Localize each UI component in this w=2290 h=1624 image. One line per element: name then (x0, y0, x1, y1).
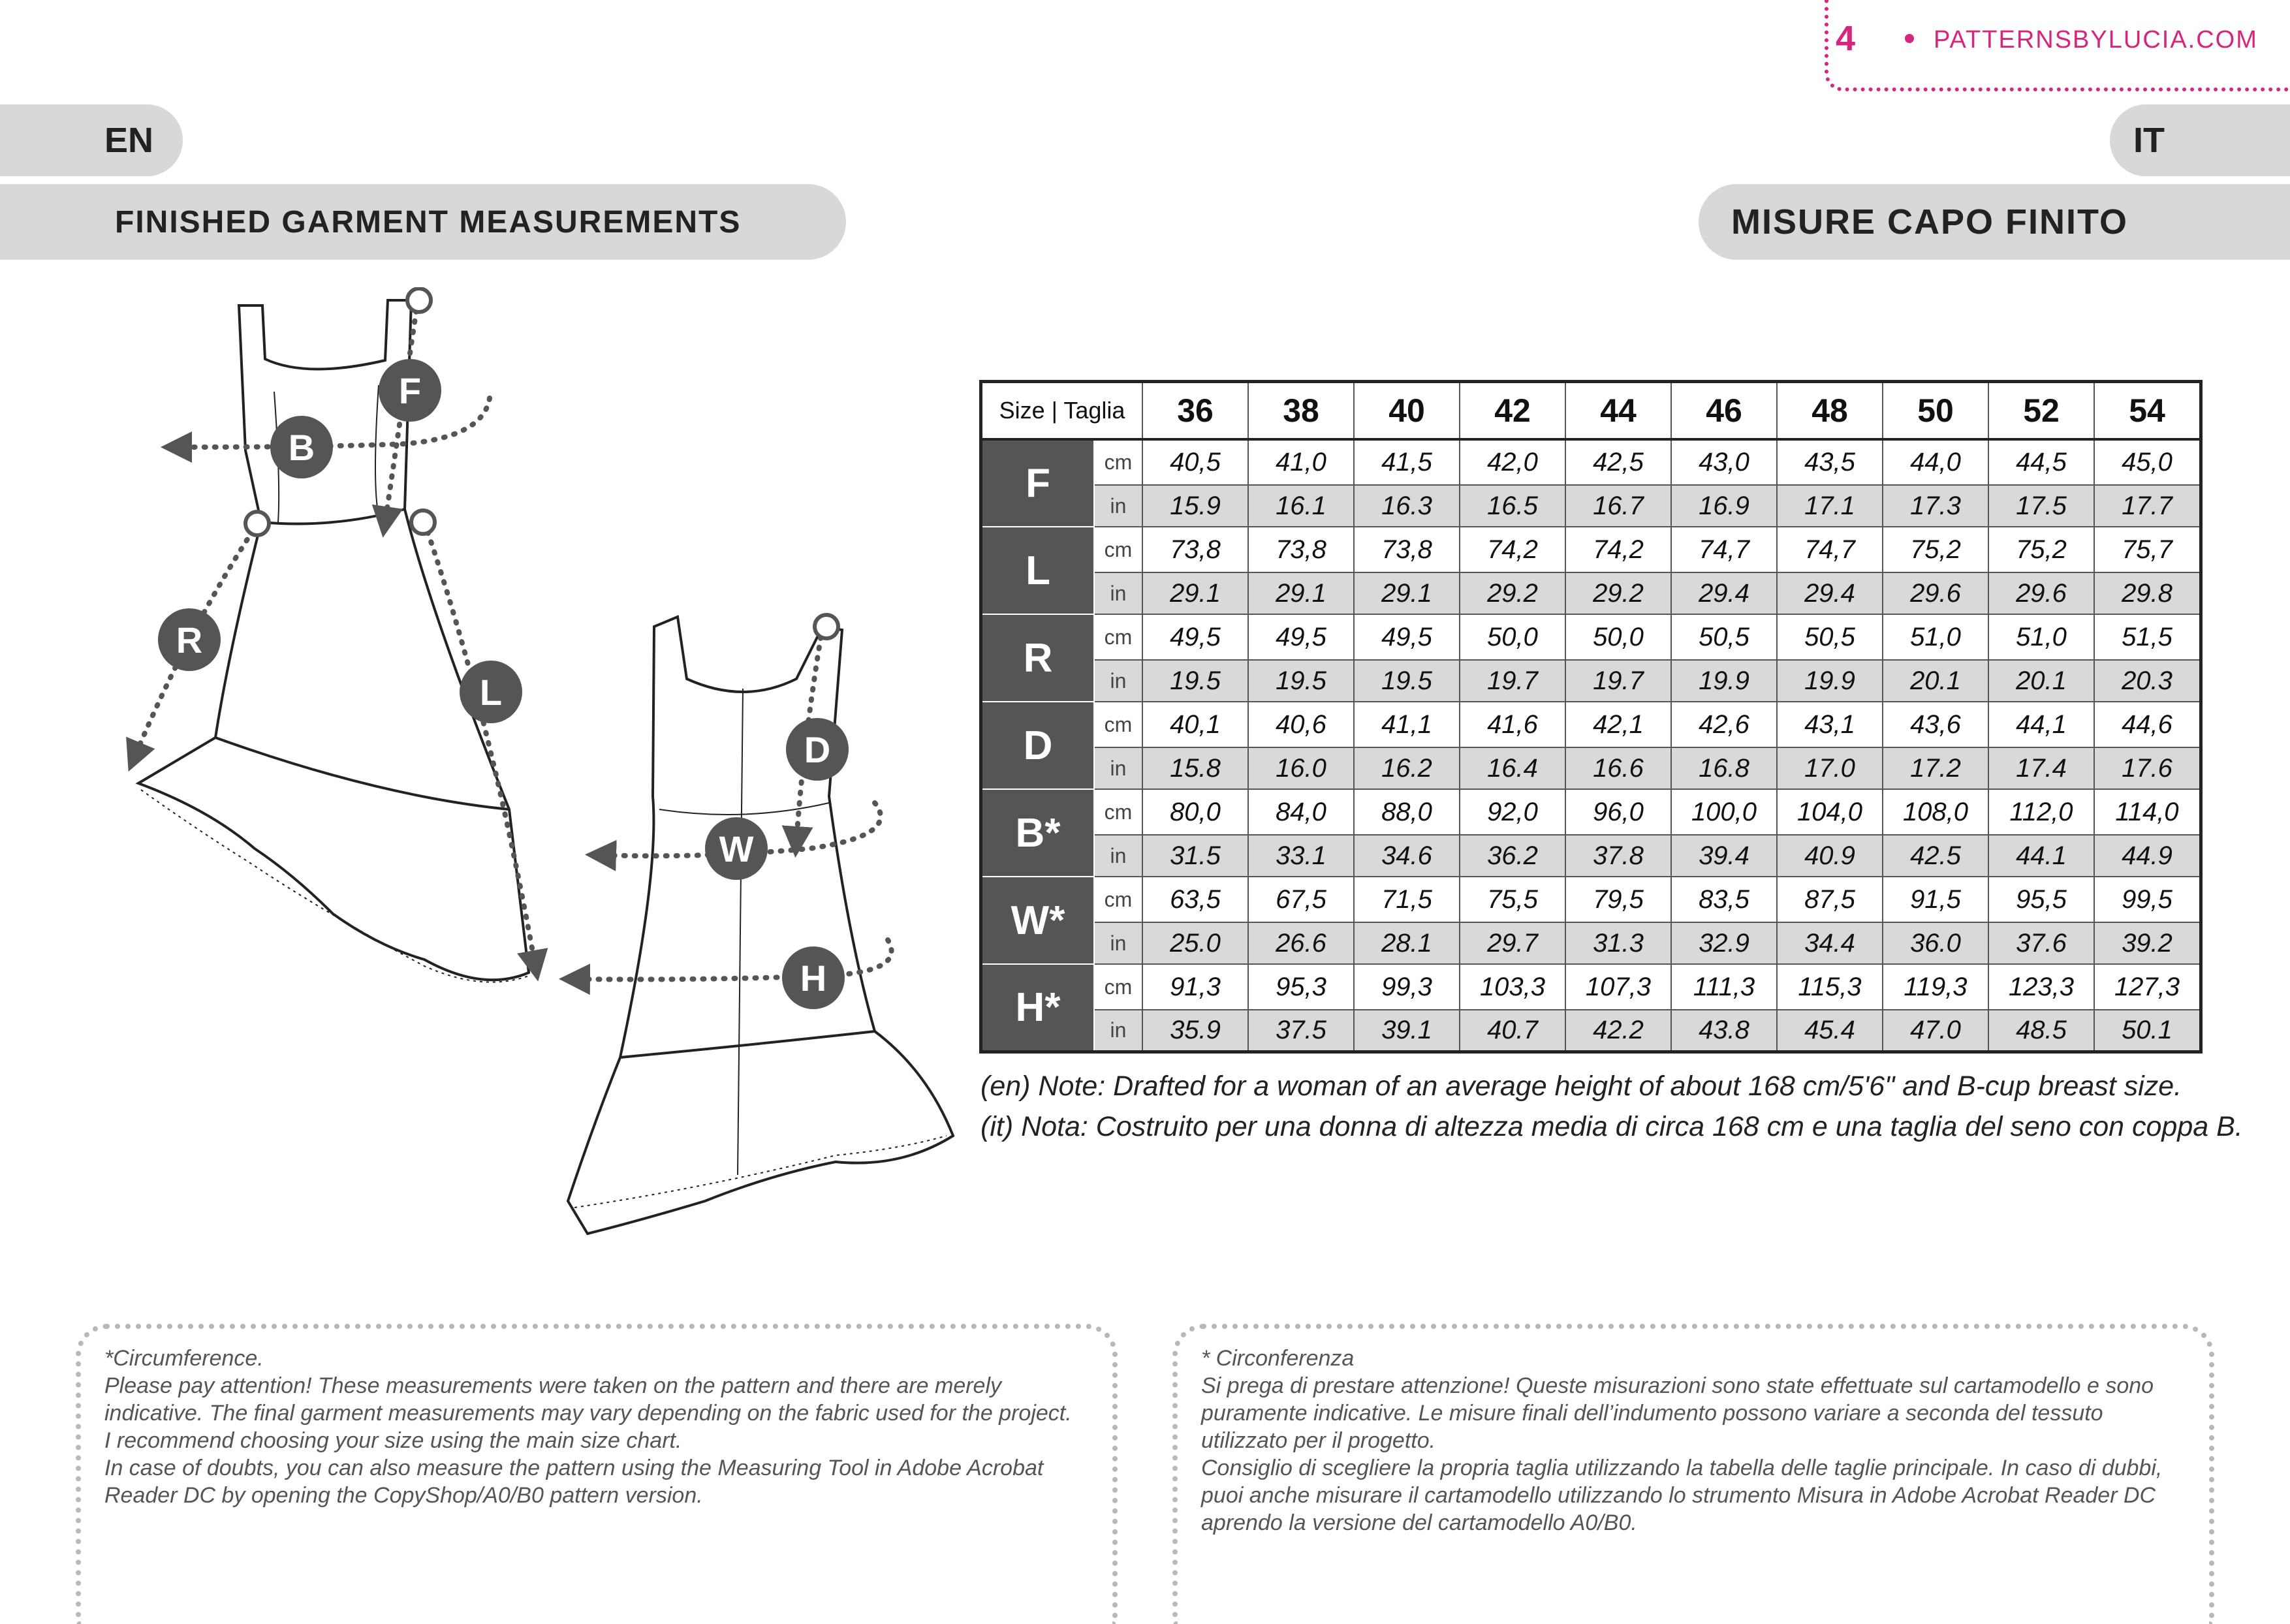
table-row (981, 702, 2201, 747)
table-cell: 48.5 (1988, 1010, 2094, 1052)
table-row (981, 485, 2201, 527)
table-cell: 36.0 (1883, 922, 1988, 964)
table-cell: 17.5 (1988, 485, 2094, 527)
table-cell: 75,2 (1988, 527, 2094, 572)
table-cell: 42,0 (1460, 439, 1565, 485)
table-cell: 84,0 (1248, 789, 1354, 835)
table-cell: 39.2 (2094, 922, 2201, 964)
table-cell: 45.4 (1777, 1010, 1883, 1052)
unit-label: in (1094, 835, 1142, 877)
unit-label: in (1094, 1010, 1142, 1052)
unit-label: cm (1094, 614, 1142, 660)
section-title-en-text: FINISHED GARMENT MEASUREMENTS (115, 204, 742, 240)
footnote-line: * Circonferenza (1201, 1346, 1355, 1371)
unit-label: cm (1094, 964, 1142, 1010)
table-cell: 47.0 (1883, 1010, 1988, 1052)
section-title-en (0, 184, 846, 260)
table-cell: 37.6 (1988, 922, 2094, 964)
table-cell: 37.5 (1248, 1010, 1354, 1052)
table-row (981, 527, 2201, 572)
table-cell: 63,5 (1142, 877, 1248, 922)
table-row (981, 922, 2201, 964)
measure-label: H* (981, 964, 1095, 1052)
table-cell: 49,5 (1142, 614, 1248, 660)
garment-illustration (118, 287, 966, 1305)
table-cell: 16.7 (1565, 485, 1671, 527)
size-header: 40 (1354, 382, 1460, 440)
table-cell: 17.1 (1777, 485, 1883, 527)
table-cell: 43,6 (1883, 702, 1988, 747)
lang-tab-it (2110, 104, 2290, 176)
table-cell: 29.6 (1988, 572, 2094, 614)
table-cell: 29.6 (1883, 572, 1988, 614)
table-cell: 75,5 (1460, 877, 1565, 922)
table-cell: 108,0 (1883, 789, 1988, 835)
table-cell: 107,3 (1565, 964, 1671, 1010)
table-cell: 31.3 (1565, 922, 1671, 964)
table-cell: 50,5 (1777, 614, 1883, 660)
table-cell: 95,5 (1988, 877, 2094, 922)
table-cell: 31.5 (1142, 835, 1248, 877)
table-cell: 74,2 (1460, 527, 1565, 572)
table-cell: 16.5 (1460, 485, 1565, 527)
table-cell: 74,2 (1565, 527, 1671, 572)
footnote-line: Si prega di prestare attenzione! Queste misurazioni sono state effettuate sul cartamodello e sono puramente indicative. Le misure finali dell’indumento possono variare a seconda del tessuto utilizzato per il progetto. (1201, 1373, 2154, 1453)
badge-F (379, 359, 441, 422)
table-cell: 19.7 (1565, 660, 1671, 702)
table-cell: 42.5 (1883, 835, 1988, 877)
badge-L (460, 661, 522, 723)
table-cell: 34.6 (1354, 835, 1460, 877)
bullet-dot-icon (1905, 34, 1914, 43)
table-row (981, 614, 2201, 660)
table-cell: 79,5 (1565, 877, 1671, 922)
table-cell: 50,0 (1565, 614, 1671, 660)
lang-label-en: EN (104, 121, 154, 160)
badge-R-text: R (176, 619, 203, 661)
table-cell: 19.5 (1248, 660, 1354, 702)
table-cell: 29.7 (1460, 922, 1565, 964)
table-cell: 39.4 (1671, 835, 1777, 877)
table-cell: 33.1 (1248, 835, 1354, 877)
unit-label: cm (1094, 527, 1142, 572)
table-cell: 44,0 (1883, 439, 1988, 485)
table-cell: 42,1 (1565, 702, 1671, 747)
measurement-table (979, 380, 2203, 1054)
table-cell: 50,5 (1671, 614, 1777, 660)
footnote-line: *Circumference. (104, 1346, 264, 1371)
table-cell: 41,5 (1354, 439, 1460, 485)
table-cell: 50.1 (2094, 1010, 2201, 1052)
table-cell: 44,5 (1988, 439, 2094, 485)
size-header: 42 (1460, 382, 1565, 440)
table-row (981, 1010, 2201, 1052)
site-link[interactable]: PATTERNSBYLUCIA.COM (1934, 26, 2258, 54)
table-cell: 17.4 (1988, 747, 2094, 789)
table-cell: 16.4 (1460, 747, 1565, 789)
table-cell: 83,5 (1671, 877, 1777, 922)
table-cell: 87,5 (1777, 877, 1883, 922)
table-cell: 26.6 (1248, 922, 1354, 964)
table-row (981, 789, 2201, 835)
table-cell: 119,3 (1883, 964, 1988, 1010)
badge-H (782, 946, 845, 1009)
table-corner-label: Size | Taglia (981, 382, 1143, 440)
page-number: 4 (1836, 19, 1856, 58)
table-cell: 73,8 (1354, 527, 1460, 572)
table-cell: 16.3 (1354, 485, 1460, 527)
table-cell: 40,6 (1248, 702, 1354, 747)
table-cell: 74,7 (1777, 527, 1883, 572)
badge-W-text: W (719, 828, 754, 869)
table-cell: 29.8 (2094, 572, 2201, 614)
table-cell: 15.8 (1142, 747, 1248, 789)
lang-label-it: IT (2133, 121, 2165, 160)
table-cell: 17.0 (1777, 747, 1883, 789)
size-header: 36 (1142, 382, 1248, 440)
table-cell: 17.6 (2094, 747, 2201, 789)
footnote-line: In case of doubts, you can also measure the pattern using the Measuring Tool in Adobe Acrobat Reader DC by opening the CopyShop/A0/B0 pattern version. (104, 1456, 1044, 1508)
size-header: 46 (1671, 382, 1777, 440)
table-cell: 51,0 (1883, 614, 1988, 660)
table-cell: 95,3 (1248, 964, 1354, 1010)
unit-label: cm (1094, 439, 1142, 485)
table-cell: 29.1 (1248, 572, 1354, 614)
badge-L-text: L (479, 672, 503, 713)
table-cell: 43,1 (1777, 702, 1883, 747)
measure-label: B* (981, 789, 1095, 877)
badge-W (705, 817, 768, 880)
table-cell: 28.1 (1354, 922, 1460, 964)
table-cell: 49,5 (1354, 614, 1460, 660)
unit-label: in (1094, 485, 1142, 527)
badge-D (786, 718, 849, 781)
unit-label: in (1094, 747, 1142, 789)
size-header: 54 (2094, 382, 2201, 440)
measure-label: W* (981, 877, 1095, 964)
table-cell: 20.1 (1988, 660, 2094, 702)
table-cell: 115,3 (1777, 964, 1883, 1010)
table-cell: 16.0 (1248, 747, 1354, 789)
table-cell: 67,5 (1248, 877, 1354, 922)
table-cell: 44,6 (2094, 702, 2201, 747)
badge-B-text: B (288, 427, 315, 468)
size-header: 38 (1248, 382, 1354, 440)
table-cell: 40,1 (1142, 702, 1248, 747)
table-cell: 43,5 (1777, 439, 1883, 485)
table-row (981, 572, 2201, 614)
badge-B (270, 416, 333, 478)
footnote-line: Please pay attention! These measurements were taken on the pattern and there are merely indicative. The final garment measurements may vary depending on the fabric used for the project. (104, 1373, 1072, 1426)
table-cell: 73,8 (1248, 527, 1354, 572)
table-cell: 123,3 (1988, 964, 2094, 1010)
footnote-box-it (1172, 1324, 2214, 1624)
table-cell: 44,1 (1988, 702, 2094, 747)
table-cell: 19.5 (1354, 660, 1460, 702)
unit-label: in (1094, 572, 1142, 614)
table-cell: 29.1 (1354, 572, 1460, 614)
table-row (981, 747, 2201, 789)
badge-R (158, 608, 221, 671)
table-cell: 44.9 (2094, 835, 2201, 877)
table-cell: 36.2 (1460, 835, 1565, 877)
table-cell: 91,5 (1883, 877, 1988, 922)
note-it: (it) Nota: Costruito per una donna di altezza media di circa 168 cm e una taglia del seno con coppa B. (980, 1111, 2243, 1142)
table-cell: 91,3 (1142, 964, 1248, 1010)
table-cell: 29.2 (1460, 572, 1565, 614)
table-cell: 16.1 (1248, 485, 1354, 527)
size-header: 50 (1883, 382, 1988, 440)
table-row (981, 835, 2201, 877)
unit-label: in (1094, 922, 1142, 964)
table-cell: 51,5 (2094, 614, 2201, 660)
table-cell: 104,0 (1777, 789, 1883, 835)
table-cell: 41,6 (1460, 702, 1565, 747)
table-cell: 42.2 (1565, 1010, 1671, 1052)
table-cell: 80,0 (1142, 789, 1248, 835)
table-cell: 71,5 (1354, 877, 1460, 922)
table-cell: 96,0 (1565, 789, 1671, 835)
table-body (981, 439, 2201, 1052)
unit-label: in (1094, 660, 1142, 702)
table-cell: 39.1 (1354, 1010, 1460, 1052)
table-cell: 50,0 (1460, 614, 1565, 660)
table-cell: 19.5 (1142, 660, 1248, 702)
table-row (981, 660, 2201, 702)
badge-F-text: F (398, 370, 422, 411)
table-cell: 32.9 (1671, 922, 1777, 964)
unit-label: cm (1094, 702, 1142, 747)
table-cell: 44.1 (1988, 835, 2094, 877)
table-cell: 43,0 (1671, 439, 1777, 485)
table-cell: 75,7 (2094, 527, 2201, 572)
measure-label: F (981, 439, 1095, 527)
table-cell: 88,0 (1354, 789, 1460, 835)
unit-label: cm (1094, 789, 1142, 835)
section-title-it (1699, 184, 2290, 260)
table-row (981, 877, 2201, 922)
table-cell: 43.8 (1671, 1010, 1777, 1052)
table-cell: 16.9 (1671, 485, 1777, 527)
measure-label: D (981, 702, 1095, 789)
size-header: 52 (1988, 382, 2094, 440)
table-cell: 19.7 (1460, 660, 1565, 702)
footnote-box-en (76, 1324, 1118, 1624)
table-cell: 29.1 (1142, 572, 1248, 614)
table-cell: 20.3 (2094, 660, 2201, 702)
table-cell: 92,0 (1460, 789, 1565, 835)
table-cell: 40,5 (1142, 439, 1248, 485)
table-row (981, 964, 2201, 1010)
table-cell: 112,0 (1988, 789, 2094, 835)
table-cell: 49,5 (1248, 614, 1354, 660)
table-cell: 29.2 (1565, 572, 1671, 614)
table-cell: 41,1 (1354, 702, 1460, 747)
table-cell: 111,3 (1671, 964, 1777, 1010)
table-cell: 41,0 (1248, 439, 1354, 485)
table-cell: 29.4 (1671, 572, 1777, 614)
badge-H-text: H (800, 958, 827, 999)
table-cell: 35.9 (1142, 1010, 1248, 1052)
table-cell: 25.0 (1142, 922, 1248, 964)
size-header: 48 (1777, 382, 1883, 440)
section-title-it-text: MISURE CAPO FINITO (1731, 202, 2129, 242)
measure-label: R (981, 614, 1095, 702)
table-cell: 34.4 (1777, 922, 1883, 964)
table-cell: 127,3 (2094, 964, 2201, 1010)
table-cell: 17.2 (1883, 747, 1988, 789)
table-cell: 37.8 (1565, 835, 1671, 877)
table-cell: 16.6 (1565, 747, 1671, 789)
table-cell: 17.3 (1883, 485, 1988, 527)
dress-back-drawing (568, 617, 953, 1234)
table-cell: 17.7 (2094, 485, 2201, 527)
table-cell: 40.7 (1460, 1010, 1565, 1052)
table-cell: 73,8 (1142, 527, 1248, 572)
table-cell: 19.9 (1671, 660, 1777, 702)
table-cell: 100,0 (1671, 789, 1777, 835)
table-cell: 45,0 (2094, 439, 2201, 485)
unit-label: cm (1094, 877, 1142, 922)
table-cell: 19.9 (1777, 660, 1883, 702)
table-cell: 75,2 (1883, 527, 1988, 572)
table-cell: 99,5 (2094, 877, 2201, 922)
measure-label: L (981, 527, 1095, 614)
lang-tab-en (0, 104, 183, 176)
table-cell: 103,3 (1460, 964, 1565, 1010)
table-cell: 16.8 (1671, 747, 1777, 789)
table-cell: 42,6 (1671, 702, 1777, 747)
table-cell: 114,0 (2094, 789, 2201, 835)
table-cell: 15.9 (1142, 485, 1248, 527)
table-cell: 29.4 (1777, 572, 1883, 614)
footnote-line: Consiglio di scegliere la propria taglia utilizzando la tabella delle taglie principale. In caso di dubbi, puoi anche misurare il cartamodello utilizzando lo strumento Misura in Adobe Acrobat Reader DC aprendo la versione del cartamodello A0/B0. (1201, 1456, 2163, 1535)
size-header: 44 (1565, 382, 1671, 440)
table-cell: 16.2 (1354, 747, 1460, 789)
badge-D-text: D (804, 729, 831, 770)
note-en: (en) Note: Drafted for a woman of an average height of about 168 cm/5'6" and B-cup breast size. (980, 1070, 2182, 1102)
table-cell: 51,0 (1988, 614, 2094, 660)
table-cell: 99,3 (1354, 964, 1460, 1010)
table-cell: 40.9 (1777, 835, 1883, 877)
footnote-line: I recommend choosing your size using the main size chart. (104, 1428, 682, 1453)
table-row (981, 439, 2201, 485)
table-cell: 74,7 (1671, 527, 1777, 572)
table-header-row (981, 382, 2201, 440)
table-cell: 20.1 (1883, 660, 1988, 702)
table-cell: 42,5 (1565, 439, 1671, 485)
